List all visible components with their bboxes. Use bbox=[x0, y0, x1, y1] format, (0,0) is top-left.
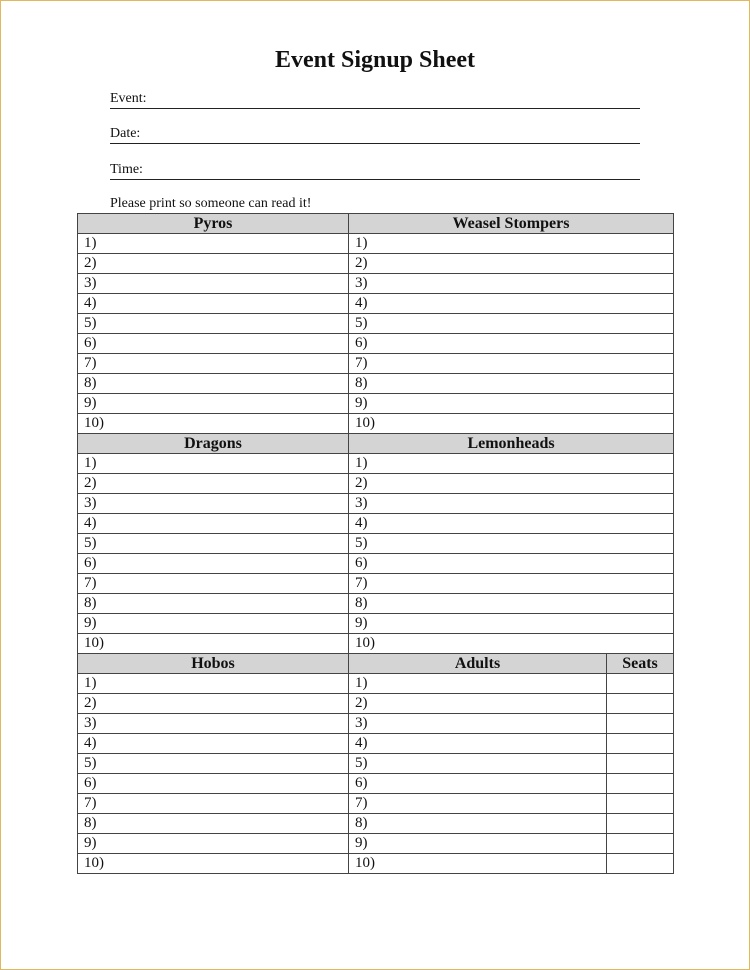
group-header-lemonheads: Lemonheads bbox=[349, 434, 674, 454]
signup-slot[interactable]: 5) bbox=[78, 754, 349, 774]
signup-slot[interactable]: 9) bbox=[349, 834, 607, 854]
group-header-pyros: Pyros bbox=[78, 214, 349, 234]
signup-row bbox=[78, 414, 674, 434]
signup-slot[interactable]: 4) bbox=[349, 734, 607, 754]
signup-slot[interactable]: 9) bbox=[78, 394, 349, 414]
signup-row bbox=[78, 674, 674, 694]
signup-row bbox=[78, 694, 674, 714]
signup-row bbox=[78, 834, 674, 854]
time-label: Time: bbox=[110, 162, 143, 177]
signup-slot[interactable]: 5) bbox=[78, 314, 349, 334]
signup-slot[interactable]: 8) bbox=[78, 374, 349, 394]
signup-row bbox=[78, 334, 674, 354]
signup-slot[interactable]: 3) bbox=[78, 274, 349, 294]
signup-slot[interactable]: 6) bbox=[78, 774, 349, 794]
signup-slot[interactable]: 1) bbox=[78, 674, 349, 694]
signup-slot[interactable]: 9) bbox=[349, 614, 674, 634]
signup-slot[interactable]: 10) bbox=[349, 414, 674, 434]
signup-slot[interactable]: 2) bbox=[78, 474, 349, 494]
signup-row bbox=[78, 494, 674, 514]
signup-slot[interactable]: 7) bbox=[349, 574, 674, 594]
signup-slot[interactable]: 9) bbox=[78, 614, 349, 634]
signup-row bbox=[78, 354, 674, 374]
signup-row bbox=[78, 314, 674, 334]
signup-slot[interactable]: 3) bbox=[349, 494, 674, 514]
signup-slot[interactable]: 8) bbox=[349, 594, 674, 614]
signup-row bbox=[78, 474, 674, 494]
date-field[interactable] bbox=[110, 125, 640, 144]
signup-slot[interactable]: 5) bbox=[349, 534, 674, 554]
signup-row bbox=[78, 614, 674, 634]
seats-cell[interactable] bbox=[607, 794, 674, 814]
signup-slot[interactable]: 6) bbox=[349, 334, 674, 354]
signup-slot[interactable]: 5) bbox=[349, 754, 607, 774]
signup-slot[interactable]: 4) bbox=[78, 734, 349, 754]
seats-cell[interactable] bbox=[607, 674, 674, 694]
group-header-hobos: Hobos bbox=[78, 654, 349, 674]
signup-row bbox=[78, 374, 674, 394]
signup-slot[interactable]: 10) bbox=[78, 854, 349, 874]
event-field[interactable] bbox=[110, 90, 640, 109]
signup-row bbox=[78, 454, 674, 474]
signup-table bbox=[77, 213, 674, 874]
signup-slot[interactable]: 1) bbox=[78, 454, 349, 474]
seats-cell[interactable] bbox=[607, 814, 674, 834]
signup-slot[interactable]: 8) bbox=[78, 814, 349, 834]
signup-row bbox=[78, 554, 674, 574]
signup-row bbox=[78, 734, 674, 754]
signup-slot[interactable]: 2) bbox=[349, 474, 674, 494]
signup-row bbox=[78, 634, 674, 654]
signup-slot[interactable]: 6) bbox=[78, 554, 349, 574]
signup-slot[interactable]: 10) bbox=[78, 414, 349, 434]
seats-cell[interactable] bbox=[607, 854, 674, 874]
signup-slot[interactable]: 7) bbox=[78, 574, 349, 594]
seats-cell[interactable] bbox=[607, 754, 674, 774]
signup-row bbox=[78, 854, 674, 874]
signup-slot[interactable]: 1) bbox=[349, 234, 674, 254]
signup-row bbox=[78, 814, 674, 834]
signup-slot[interactable]: 5) bbox=[78, 534, 349, 554]
signup-row bbox=[78, 294, 674, 314]
signup-slot[interactable]: 8) bbox=[349, 374, 674, 394]
seats-cell[interactable] bbox=[607, 714, 674, 734]
signup-slot[interactable]: 9) bbox=[349, 394, 674, 414]
signup-slot[interactable]: 4) bbox=[349, 294, 674, 314]
signup-slot[interactable]: 2) bbox=[78, 694, 349, 714]
signup-slot[interactable]: 2) bbox=[349, 694, 607, 714]
group-header-dragons: Dragons bbox=[78, 434, 349, 454]
signup-row bbox=[78, 774, 674, 794]
signup-slot[interactable]: 10) bbox=[349, 854, 607, 874]
signup-slot[interactable]: 1) bbox=[349, 674, 607, 694]
print-note: Please print so someone can read it! bbox=[110, 196, 312, 211]
signup-slot[interactable]: 8) bbox=[78, 594, 349, 614]
section-header-row bbox=[78, 654, 674, 674]
signup-slot[interactable]: 8) bbox=[349, 814, 607, 834]
date-label: Date: bbox=[110, 126, 141, 141]
signup-slot[interactable]: 2) bbox=[78, 254, 349, 274]
signup-row bbox=[78, 754, 674, 774]
signup-slot[interactable]: 10) bbox=[349, 634, 674, 654]
seats-cell[interactable] bbox=[607, 774, 674, 794]
signup-slot[interactable]: 7) bbox=[78, 794, 349, 814]
signup-slot[interactable]: 6) bbox=[349, 554, 674, 574]
signup-slot[interactable]: 3) bbox=[78, 494, 349, 514]
section-header-row bbox=[78, 434, 674, 454]
signup-slot[interactable]: 6) bbox=[349, 774, 607, 794]
time-field[interactable] bbox=[110, 161, 640, 180]
signup-slot[interactable]: 5) bbox=[349, 314, 674, 334]
seats-cell[interactable] bbox=[607, 834, 674, 854]
event-label: Event: bbox=[110, 91, 147, 106]
signup-row bbox=[78, 574, 674, 594]
signup-slot[interactable]: 7) bbox=[349, 794, 607, 814]
signup-row bbox=[78, 794, 674, 814]
signup-slot[interactable]: 4) bbox=[349, 514, 674, 534]
signup-row bbox=[78, 394, 674, 414]
signup-slot[interactable]: 7) bbox=[78, 354, 349, 374]
signup-row bbox=[78, 234, 674, 254]
group-header-adults: Adults bbox=[349, 654, 607, 674]
signup-slot[interactable]: 3) bbox=[349, 274, 674, 294]
signup-row bbox=[78, 274, 674, 294]
signup-slot[interactable]: 1) bbox=[78, 234, 349, 254]
signup-slot[interactable]: 7) bbox=[349, 354, 674, 374]
signup-slot[interactable]: 1) bbox=[349, 454, 674, 474]
signup-slot[interactable]: 2) bbox=[349, 254, 674, 274]
signup-slot[interactable]: 4) bbox=[78, 294, 349, 314]
signup-row bbox=[78, 594, 674, 614]
seats-cell[interactable] bbox=[607, 734, 674, 754]
signup-slot[interactable]: 3) bbox=[78, 714, 349, 734]
page-title: Event Signup Sheet bbox=[274, 47, 476, 73]
seats-cell[interactable] bbox=[607, 694, 674, 714]
signup-slot[interactable]: 3) bbox=[349, 714, 607, 734]
group-header-weasel-stompers: Weasel Stompers bbox=[349, 214, 674, 234]
signup-row bbox=[78, 514, 674, 534]
signup-slot[interactable]: 9) bbox=[78, 834, 349, 854]
signup-row bbox=[78, 534, 674, 554]
group-header-seats: Seats bbox=[607, 654, 674, 674]
signup-row bbox=[78, 254, 674, 274]
signup-slot[interactable]: 6) bbox=[78, 334, 349, 354]
signup-row bbox=[78, 714, 674, 734]
signup-slot[interactable]: 4) bbox=[78, 514, 349, 534]
section-header-row bbox=[78, 214, 674, 234]
signup-slot[interactable]: 10) bbox=[78, 634, 349, 654]
